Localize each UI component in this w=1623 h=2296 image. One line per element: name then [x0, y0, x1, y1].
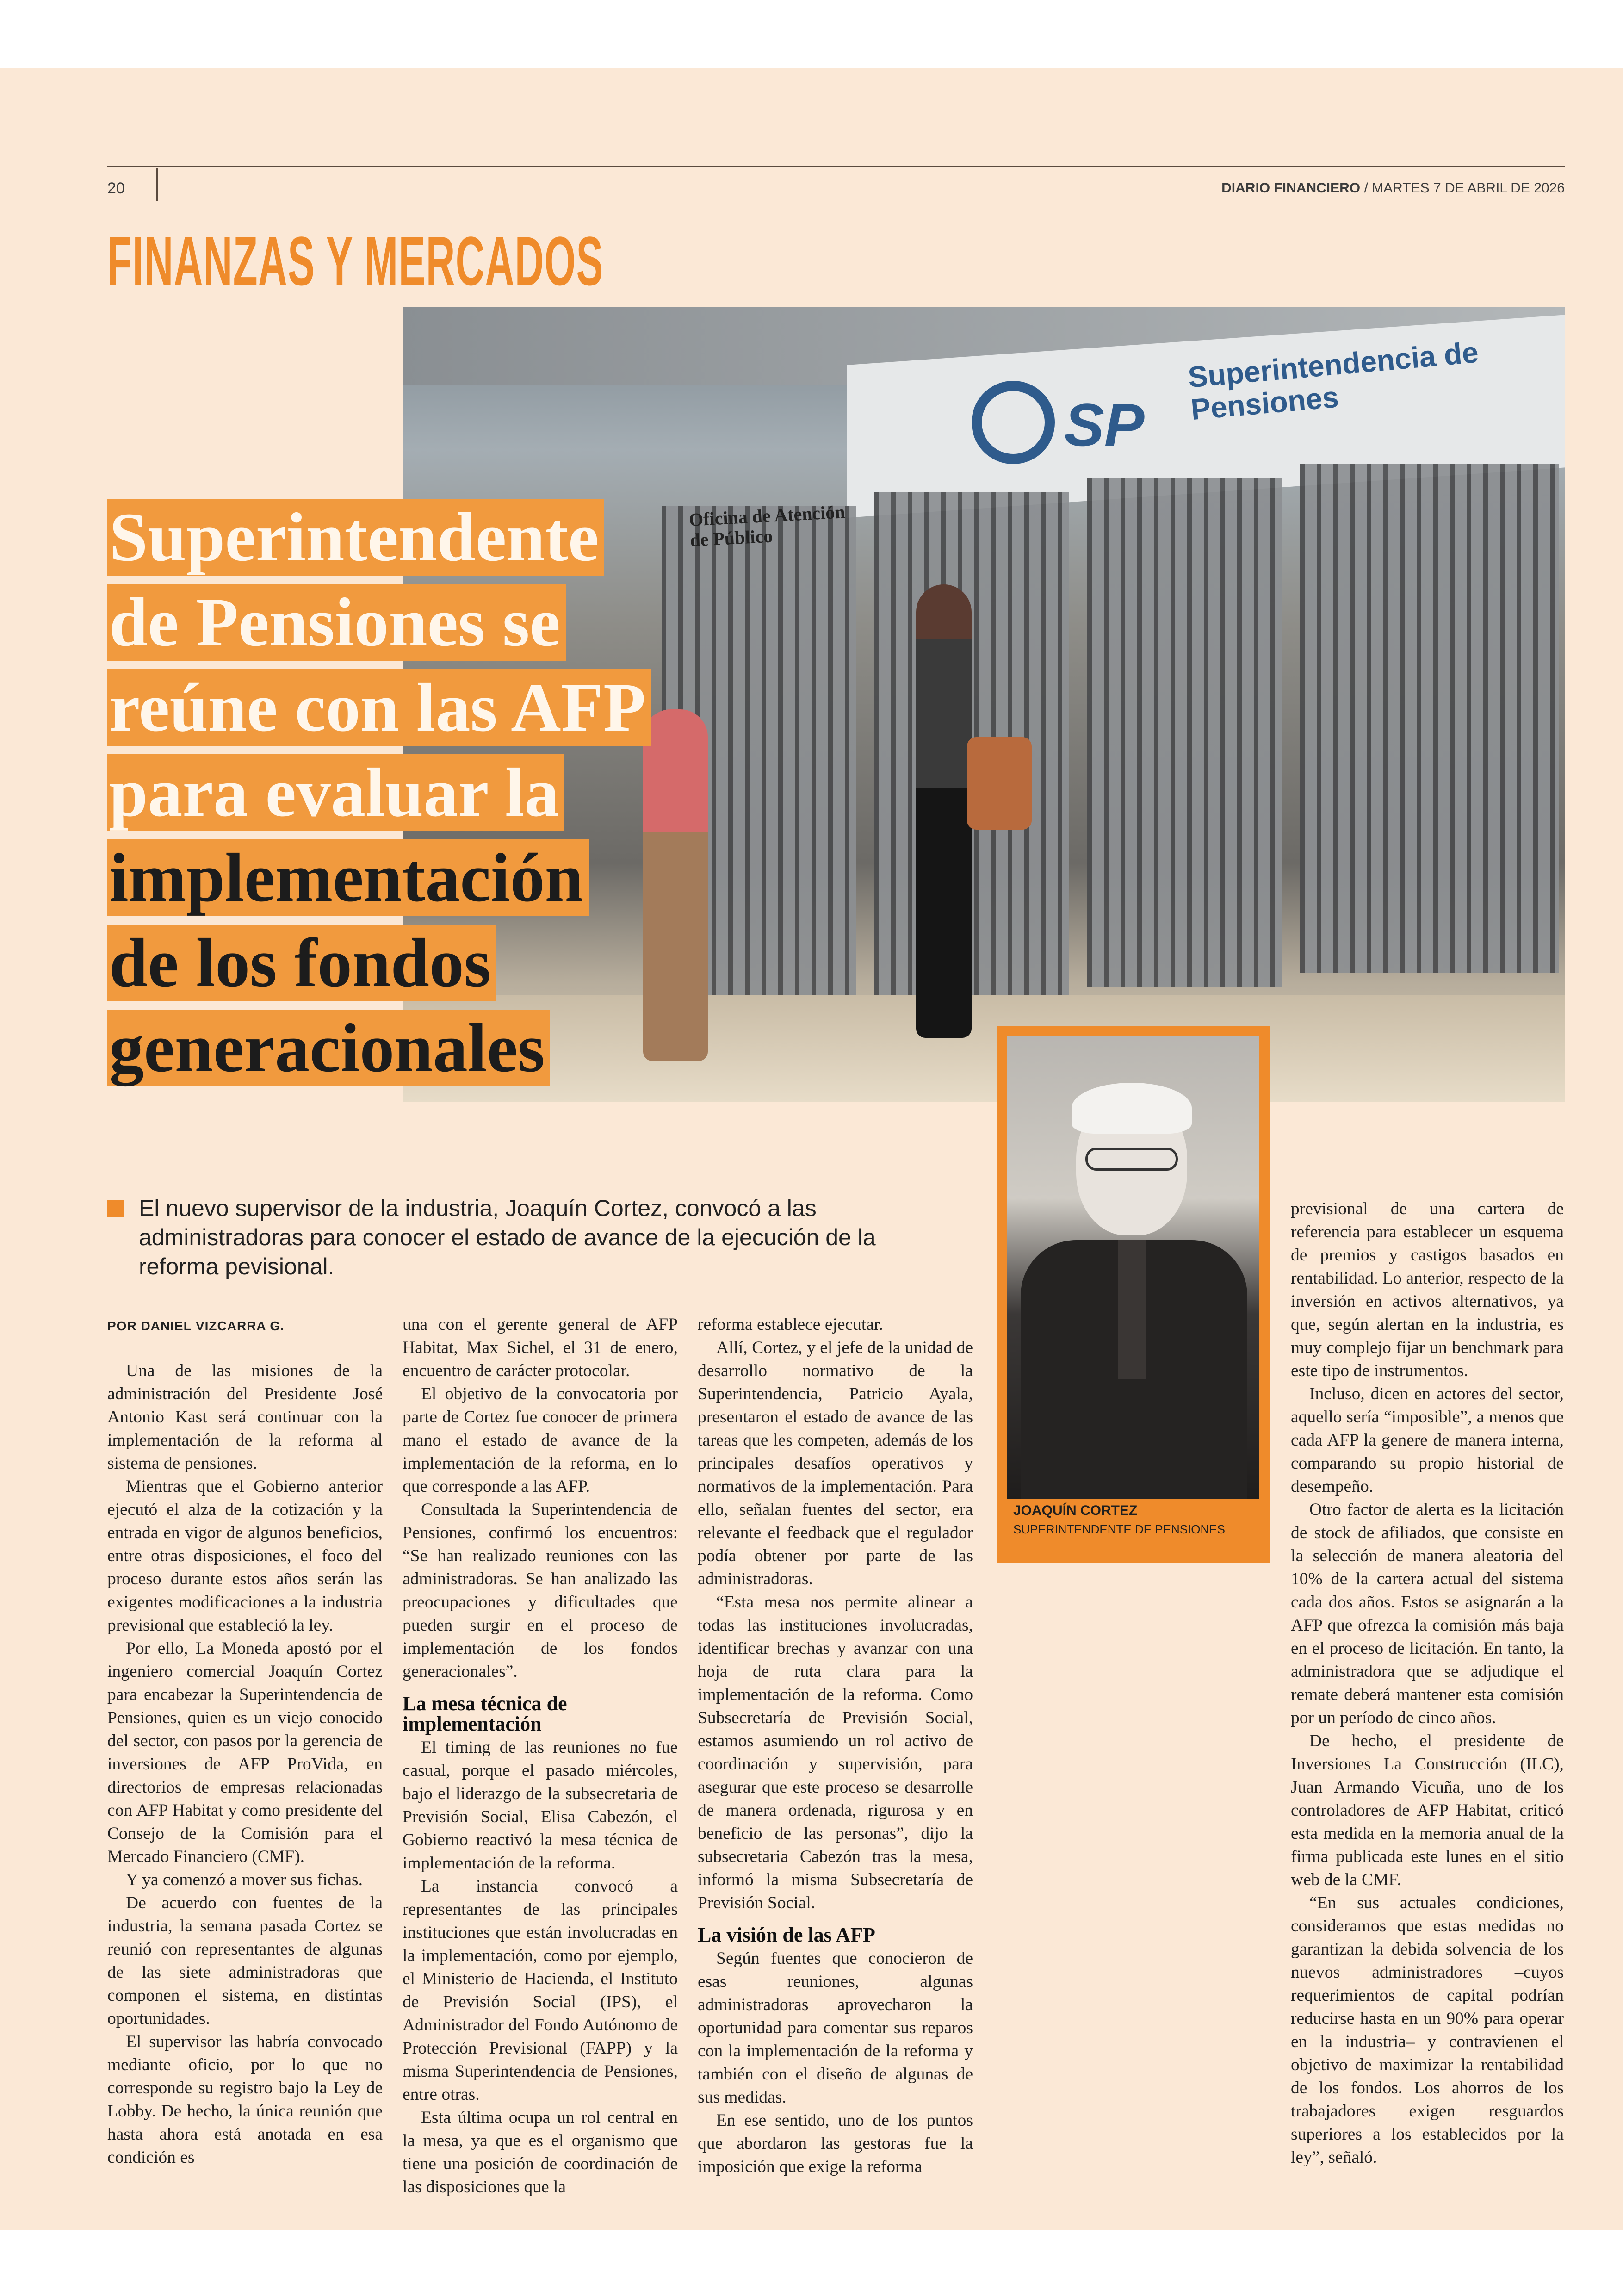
- glasses: [1085, 1148, 1178, 1171]
- page-number-divider: [156, 168, 158, 201]
- portrait-role: SUPERINTENDENTE DE PENSIONES: [1013, 1522, 1225, 1536]
- masthead: [1221, 180, 1565, 196]
- article-column-4: [1291, 1198, 1564, 2169]
- metal-gate: [1087, 478, 1282, 987]
- paragraph: Consultada la Superintendencia de Pensiones, confirmó los encuentros: “Se han realizado reuniones con las administradoras. Se han analizado las preocupaciones y dificultades que pueden surgir en el proceso de implementación de los fondos generacionales”.: [403, 1500, 678, 1681]
- paragraph: Una de las misiones de la administración del Presidente José Antonio Kast será continuar con la implementación de la reforma al sistema de pensiones.: [107, 1361, 383, 1473]
- sign-line-2: Pensiones: [1189, 380, 1340, 427]
- article-column-1: [107, 1359, 383, 2169]
- byline: POR DANIEL VIZCARRA G.: [107, 1319, 285, 1333]
- subheading: La visión de las AFP: [698, 1924, 875, 1946]
- paragraph: El supervisor las habría convocado mediante oficio, por lo que no corresponde su registro bajo la Ley de Lobby. De hecho, la única reunión que hasta ahora está anotada en esa condición es: [107, 2032, 383, 2167]
- section-title: FINANZAS Y MERCADOS: [107, 222, 604, 300]
- portrait-photo: [1007, 1036, 1259, 1499]
- paragraph: Y ya comenzó a mover sus fichas.: [126, 1870, 363, 1889]
- publication-name: DIARIO FINANCIERO: [1221, 180, 1361, 196]
- paragraph: De hecho, el presidente de Inversiones La Construcción (ILC), Juan Armando Vicuña, uno de los controladores de AFP Habitat, criticó esta medida en la memoria anual de la firma publicada este lunes en el sitio web de la CMF.: [1291, 1731, 1564, 1889]
- paragraph: De acuerdo con fuentes de la industria, la semana pasada Cortez se reunió con representantes de algunas de las siete administradoras que componen el sistema, en distintas oportunidades.: [107, 1893, 383, 2028]
- paragraph: “Esta mesa nos permite alinear a todas las instituciones involucradas, identificar brechas y avanzar con una hoja de ruta clara para la implementación de la reforma. Como Subsecretaría de Previsión Social, estamos asumiendo un rol activo de coordinación y supervisión, para asegurar que este proceso se desarrolle de manera ordenada, rigurosa y en beneficio de las personas”, dijo la subsecretaria Cabezón tras la mesa, informó la misma Subsecretaría de Previsión Social.: [698, 1593, 973, 1912]
- paragraph: una con el gerente general de AFP Habitat, Max Sichel, el 31 de enero, encuentro de carácter protocolar.: [403, 1315, 678, 1380]
- paragraph: El timing de las reuniones no fue casual, porque el pasado miércoles, bajo el liderazgo de la subsecretaria de Previsión Social, Elisa Cabezón, el Gobierno reactivó la mesa técnica de implementación de la reforma.: [403, 1738, 678, 1873]
- bullet-square-icon: [107, 1200, 124, 1217]
- hair: [1072, 1083, 1192, 1134]
- backpack: [967, 737, 1032, 830]
- subheading: La mesa técnica de implementación: [403, 1692, 567, 1735]
- sign-line-1: Superintendencia de: [1186, 335, 1480, 394]
- office-line-1: Oficina de Atención: [688, 501, 846, 530]
- newspaper-page: [0, 68, 1623, 2230]
- article-column-3: [698, 1313, 973, 2178]
- headline-line: de Pensiones se: [107, 584, 566, 661]
- paragraph: Otro factor de alerta es la licitación de stock de afiliados, que consiste en la selección de manera aleatoria del 10% de la cartera actual del sistema cada dos años. Estos se asignarán a la AFP que ofrezca la comisión más baja en el proceso de licitación. En tanto, la administradora que se adjudique el remate deberá mantener esta comisión por un período de cinco años.: [1291, 1500, 1564, 1727]
- portrait-name: JOAQUÍN CORTEZ: [1013, 1503, 1138, 1518]
- top-rule: [107, 166, 1565, 167]
- tie: [1118, 1240, 1146, 1379]
- lede-text: El nuevo supervisor de la industria, Joaquín Cortez, convocó a las administradoras para conocer el estado de avance de la ejecución de la reforma pevisional.: [139, 1195, 876, 1279]
- lede: [107, 1194, 940, 1281]
- paragraph: El objetivo de la convocatoria por parte de Cortez fue conocer de primera mano el estado de avance de la implementación de la reforma, en lo que corresponde a las AFP.: [403, 1384, 678, 1496]
- paragraph: La instancia convocó a representantes de las principales instituciones que están involucradas en la implementación, como por ejemplo, el Ministerio de Hacienda, el Instituto de Previsión Social (IPS), el Administrador del Fondo Autónomo de Protección Previsional (FAPP) y la misma Superintendencia de Pensiones, entre otras.: [403, 1877, 678, 2104]
- paragraph: Incluso, dicen en actores del sector, aquello sería “imposible”, a menos que cada AFP la genere de manera interna, comparando su propio historial de desempeño.: [1291, 1384, 1564, 1496]
- paragraph: Por ello, La Moneda apostó por el ingeniero comercial Joaquín Cortez para encabezar la Superintendencia de Pensiones, quien es un viejo conocido del sector, con pasos por la gerencia de inversiones de AFP ProVida, en directorios de empresas relacionadas con AFP Habitat y como presidente del Consejo de la Comisión para el Mercado Financiero (CMF).: [107, 1639, 383, 1866]
- sp-logo-icon: [972, 381, 1055, 464]
- headline-line: generacionales: [107, 1010, 550, 1086]
- paragraph: En ese sentido, uno de los puntos que abordaron las gestoras fue la imposición que exige la reforma: [698, 2111, 973, 2176]
- sp-logo-text: SP: [1064, 391, 1145, 459]
- paragraph: Mientras que el Gobierno anterior ejecutó el alza de la cotización y la entrada en vigor de algunos beneficios, entre otras disposiciones, el foco del proceso durante estos años serán las exigentes modificaciones a la industria previsional que estableció la ley.: [107, 1477, 383, 1635]
- office-line-2: de Público: [689, 525, 774, 551]
- paragraph: Según fuentes que conocieron de esas reuniones, algunas administradoras aprovecharon la oportunidad para comentar sus reparos con la implementación de la reforma y también con el diseño de algunas de sus medidas.: [698, 1949, 973, 2107]
- page-number: 20: [107, 180, 125, 197]
- headline: [107, 498, 801, 1094]
- headline-line: de los fondos: [107, 925, 496, 1001]
- paragraph: “En sus actuales condiciones, consideramos que estas medidas no garantizan la debida solvencia de los nuevos administradores –cuyos requerimientos de capital podrían reducirse hasta en un 90% para operar en la industria– y contravienen el objetivo de maximizar la rentabilidad de los fondos. Los ahorros de los trabajadores exigen resguardos superiores a los establecidos por la ley”, señaló.: [1291, 1893, 1564, 2167]
- headline-line: implementación: [107, 839, 589, 916]
- headline-line: Superintendente: [107, 499, 604, 576]
- article-column-2: [403, 1313, 678, 2199]
- issue-date: / MARTES 7 DE ABRIL DE 2026: [1364, 180, 1565, 196]
- pedestrian-figure: [916, 584, 972, 1038]
- paragraph: Allí, Cortez, y el jefe de la unidad de desarrollo normativo de la Superintendencia, Patricio Ayala, presentaron el estado de avance de las tareas que les competen, además de los principales desafíos operativos y normativos de la implementación. Para ello, señalan fuentes del sector, era relevante el feedback que el regulador podía obtener por parte de las administradoras.: [698, 1338, 973, 1589]
- headline-line: reúne con las AFP: [107, 669, 651, 746]
- paragraph: reforma establece ejecutar.: [698, 1315, 883, 1334]
- headline-line: para evaluar la: [107, 754, 564, 831]
- portrait-card: [997, 1026, 1270, 1563]
- paragraph: previsional de una cartera de referencia para establecer un esquema de premios y castigos basados en rentabilidad. Lo anterior, respecto de la inversión en activos alternativos, ya que, según alertan en la industria, es muy complejo fijar un benchmark para este tipo de instrumentos.: [1291, 1199, 1564, 1380]
- metal-gate: [1300, 464, 1559, 973]
- paragraph: Esta última ocupa un rol central en la mesa, ya que es el organismo que tiene una posición de coordinación de las disposiciones que la: [403, 2108, 678, 2197]
